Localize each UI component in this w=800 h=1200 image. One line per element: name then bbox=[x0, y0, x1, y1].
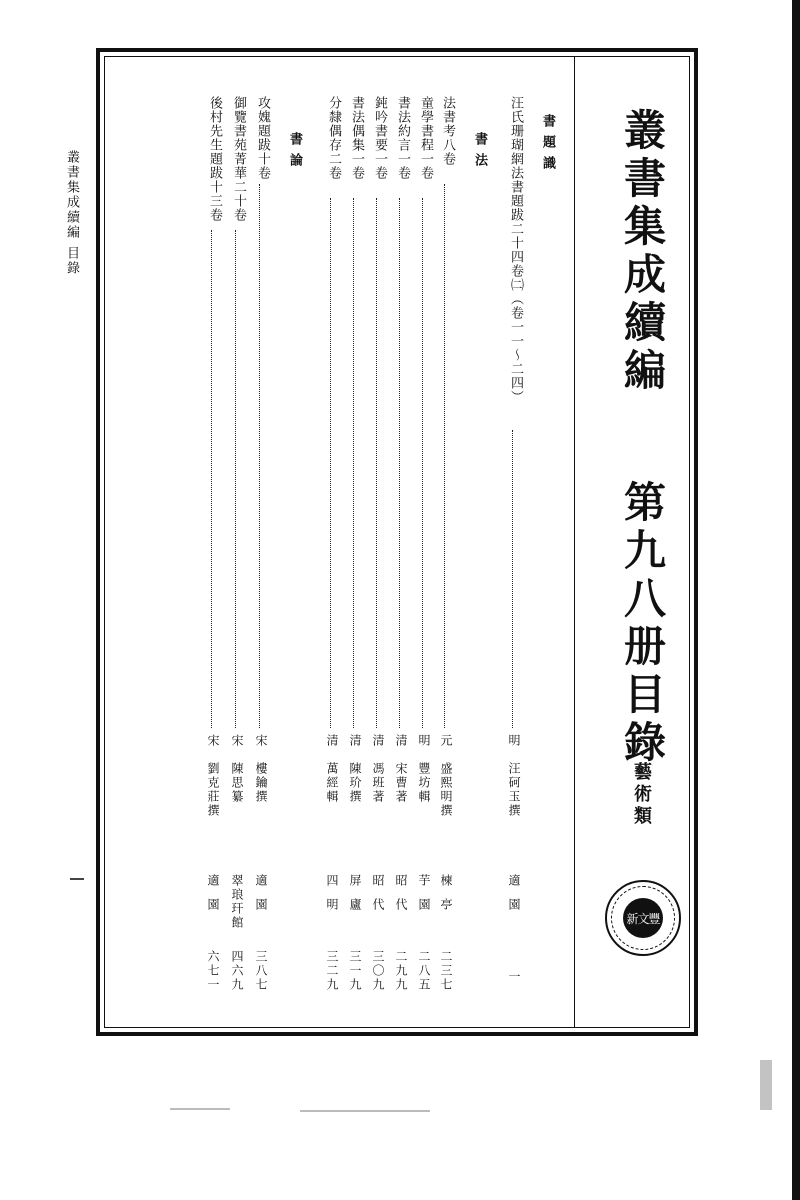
entry-title: 御覽書苑菁華二十卷 bbox=[231, 96, 246, 222]
section-heading: 書法 bbox=[472, 132, 487, 174]
section-heading: 書題識 bbox=[540, 114, 555, 177]
entry-dynasty: 元 bbox=[439, 734, 453, 748]
leader-dots bbox=[399, 198, 400, 728]
entry-collection: 昭代 bbox=[371, 874, 385, 922]
entry-page: 一 bbox=[507, 970, 521, 984]
entry-collection: 昭代 bbox=[394, 874, 408, 922]
entry-author: 馮班著 bbox=[371, 762, 385, 804]
scan-smudge bbox=[760, 1060, 772, 1110]
volume-title: 第九八册目錄 bbox=[618, 480, 667, 768]
entry-page: 三〇九 bbox=[371, 950, 385, 992]
entry-page: 二九九 bbox=[394, 950, 408, 992]
entry-page: 三八七 bbox=[254, 950, 268, 992]
seal-label: 新文豐 bbox=[623, 898, 663, 938]
entry-page: 三一九 bbox=[348, 950, 362, 992]
margin-series-title: 叢書集成續編 bbox=[64, 150, 79, 240]
title-divider-rule bbox=[574, 56, 575, 1028]
scan-smudge bbox=[170, 1108, 230, 1110]
entry-author: 劉克莊撰 bbox=[206, 762, 220, 818]
entry-page: 二八五 bbox=[417, 950, 431, 992]
scan-smudge bbox=[70, 878, 84, 880]
publisher-seal bbox=[605, 880, 681, 956]
leader-dots bbox=[512, 430, 513, 728]
entry-title: 法書考八卷 bbox=[440, 96, 455, 166]
entry-collection: 四明 bbox=[325, 874, 339, 922]
collection-title: 叢書集成續編 bbox=[618, 108, 667, 396]
entry-dynasty: 宋 bbox=[254, 734, 268, 748]
leader-dots bbox=[376, 198, 377, 728]
entry-dynasty: 宋 bbox=[206, 734, 220, 748]
margin-section-label: 目錄 bbox=[64, 246, 79, 276]
entry-author: 豐坊輯 bbox=[417, 762, 431, 804]
section-heading: 書論 bbox=[287, 132, 302, 174]
leader-dots bbox=[422, 198, 423, 728]
entry-dynasty: 宋 bbox=[230, 734, 244, 748]
entry-author: 萬經輯 bbox=[325, 762, 339, 804]
entry-author: 樓鑰撰 bbox=[254, 762, 268, 804]
entry-title: 童學書程一卷 bbox=[418, 96, 433, 180]
entry-page: 二三七 bbox=[439, 950, 453, 992]
leader-dots bbox=[259, 184, 260, 728]
entry-collection: 適園 bbox=[254, 874, 268, 922]
entry-collection: 芋園 bbox=[417, 874, 431, 922]
entry-title: 書法偶集一卷 bbox=[349, 96, 364, 180]
entry-author: 汪砢玉撰 bbox=[507, 762, 521, 818]
entry-dynasty: 明 bbox=[417, 734, 431, 748]
entry-collection: 楝亭 bbox=[439, 874, 453, 922]
entry-collection: 屏廬 bbox=[348, 874, 362, 922]
scan-edge-shadow bbox=[792, 0, 800, 1200]
entry-title: 汪氏珊瑚網法書題跋二十四卷㈡（卷一一～二四） bbox=[508, 96, 523, 404]
entry-dynasty: 清 bbox=[348, 734, 362, 748]
entry-page: 六七一 bbox=[206, 950, 220, 992]
entry-title: 分隸偶存二卷 bbox=[326, 96, 341, 180]
entry-collection: 翠琅玕館 bbox=[230, 874, 244, 930]
entry-collection: 適園 bbox=[507, 874, 521, 922]
entry-dynasty: 清 bbox=[394, 734, 408, 748]
leader-dots bbox=[330, 198, 331, 728]
leader-dots bbox=[444, 184, 445, 728]
entry-title: 書法約言一卷 bbox=[395, 96, 410, 180]
entry-title: 後村先生題跋十三卷 bbox=[207, 96, 222, 222]
entry-author: 陳思纂 bbox=[230, 762, 244, 804]
leader-dots bbox=[211, 230, 212, 728]
entry-dynasty: 明 bbox=[507, 734, 521, 748]
leader-dots bbox=[235, 230, 236, 728]
entry-author: 陳玠撰 bbox=[348, 762, 362, 804]
entry-author: 宋曹著 bbox=[394, 762, 408, 804]
category-label: 藝術類 bbox=[631, 762, 652, 828]
scan-smudge bbox=[300, 1110, 430, 1112]
entry-author: 盛熙明撰 bbox=[439, 762, 453, 818]
entry-dynasty: 清 bbox=[371, 734, 385, 748]
entry-title: 攻媿題跋十卷 bbox=[255, 96, 270, 180]
entry-page: 三二九 bbox=[325, 950, 339, 992]
entry-collection: 適園 bbox=[206, 874, 220, 922]
leader-dots bbox=[353, 198, 354, 728]
entry-dynasty: 清 bbox=[325, 734, 339, 748]
entry-title: 鈍吟書要一卷 bbox=[372, 96, 387, 180]
entry-page: 四六九 bbox=[230, 950, 244, 992]
